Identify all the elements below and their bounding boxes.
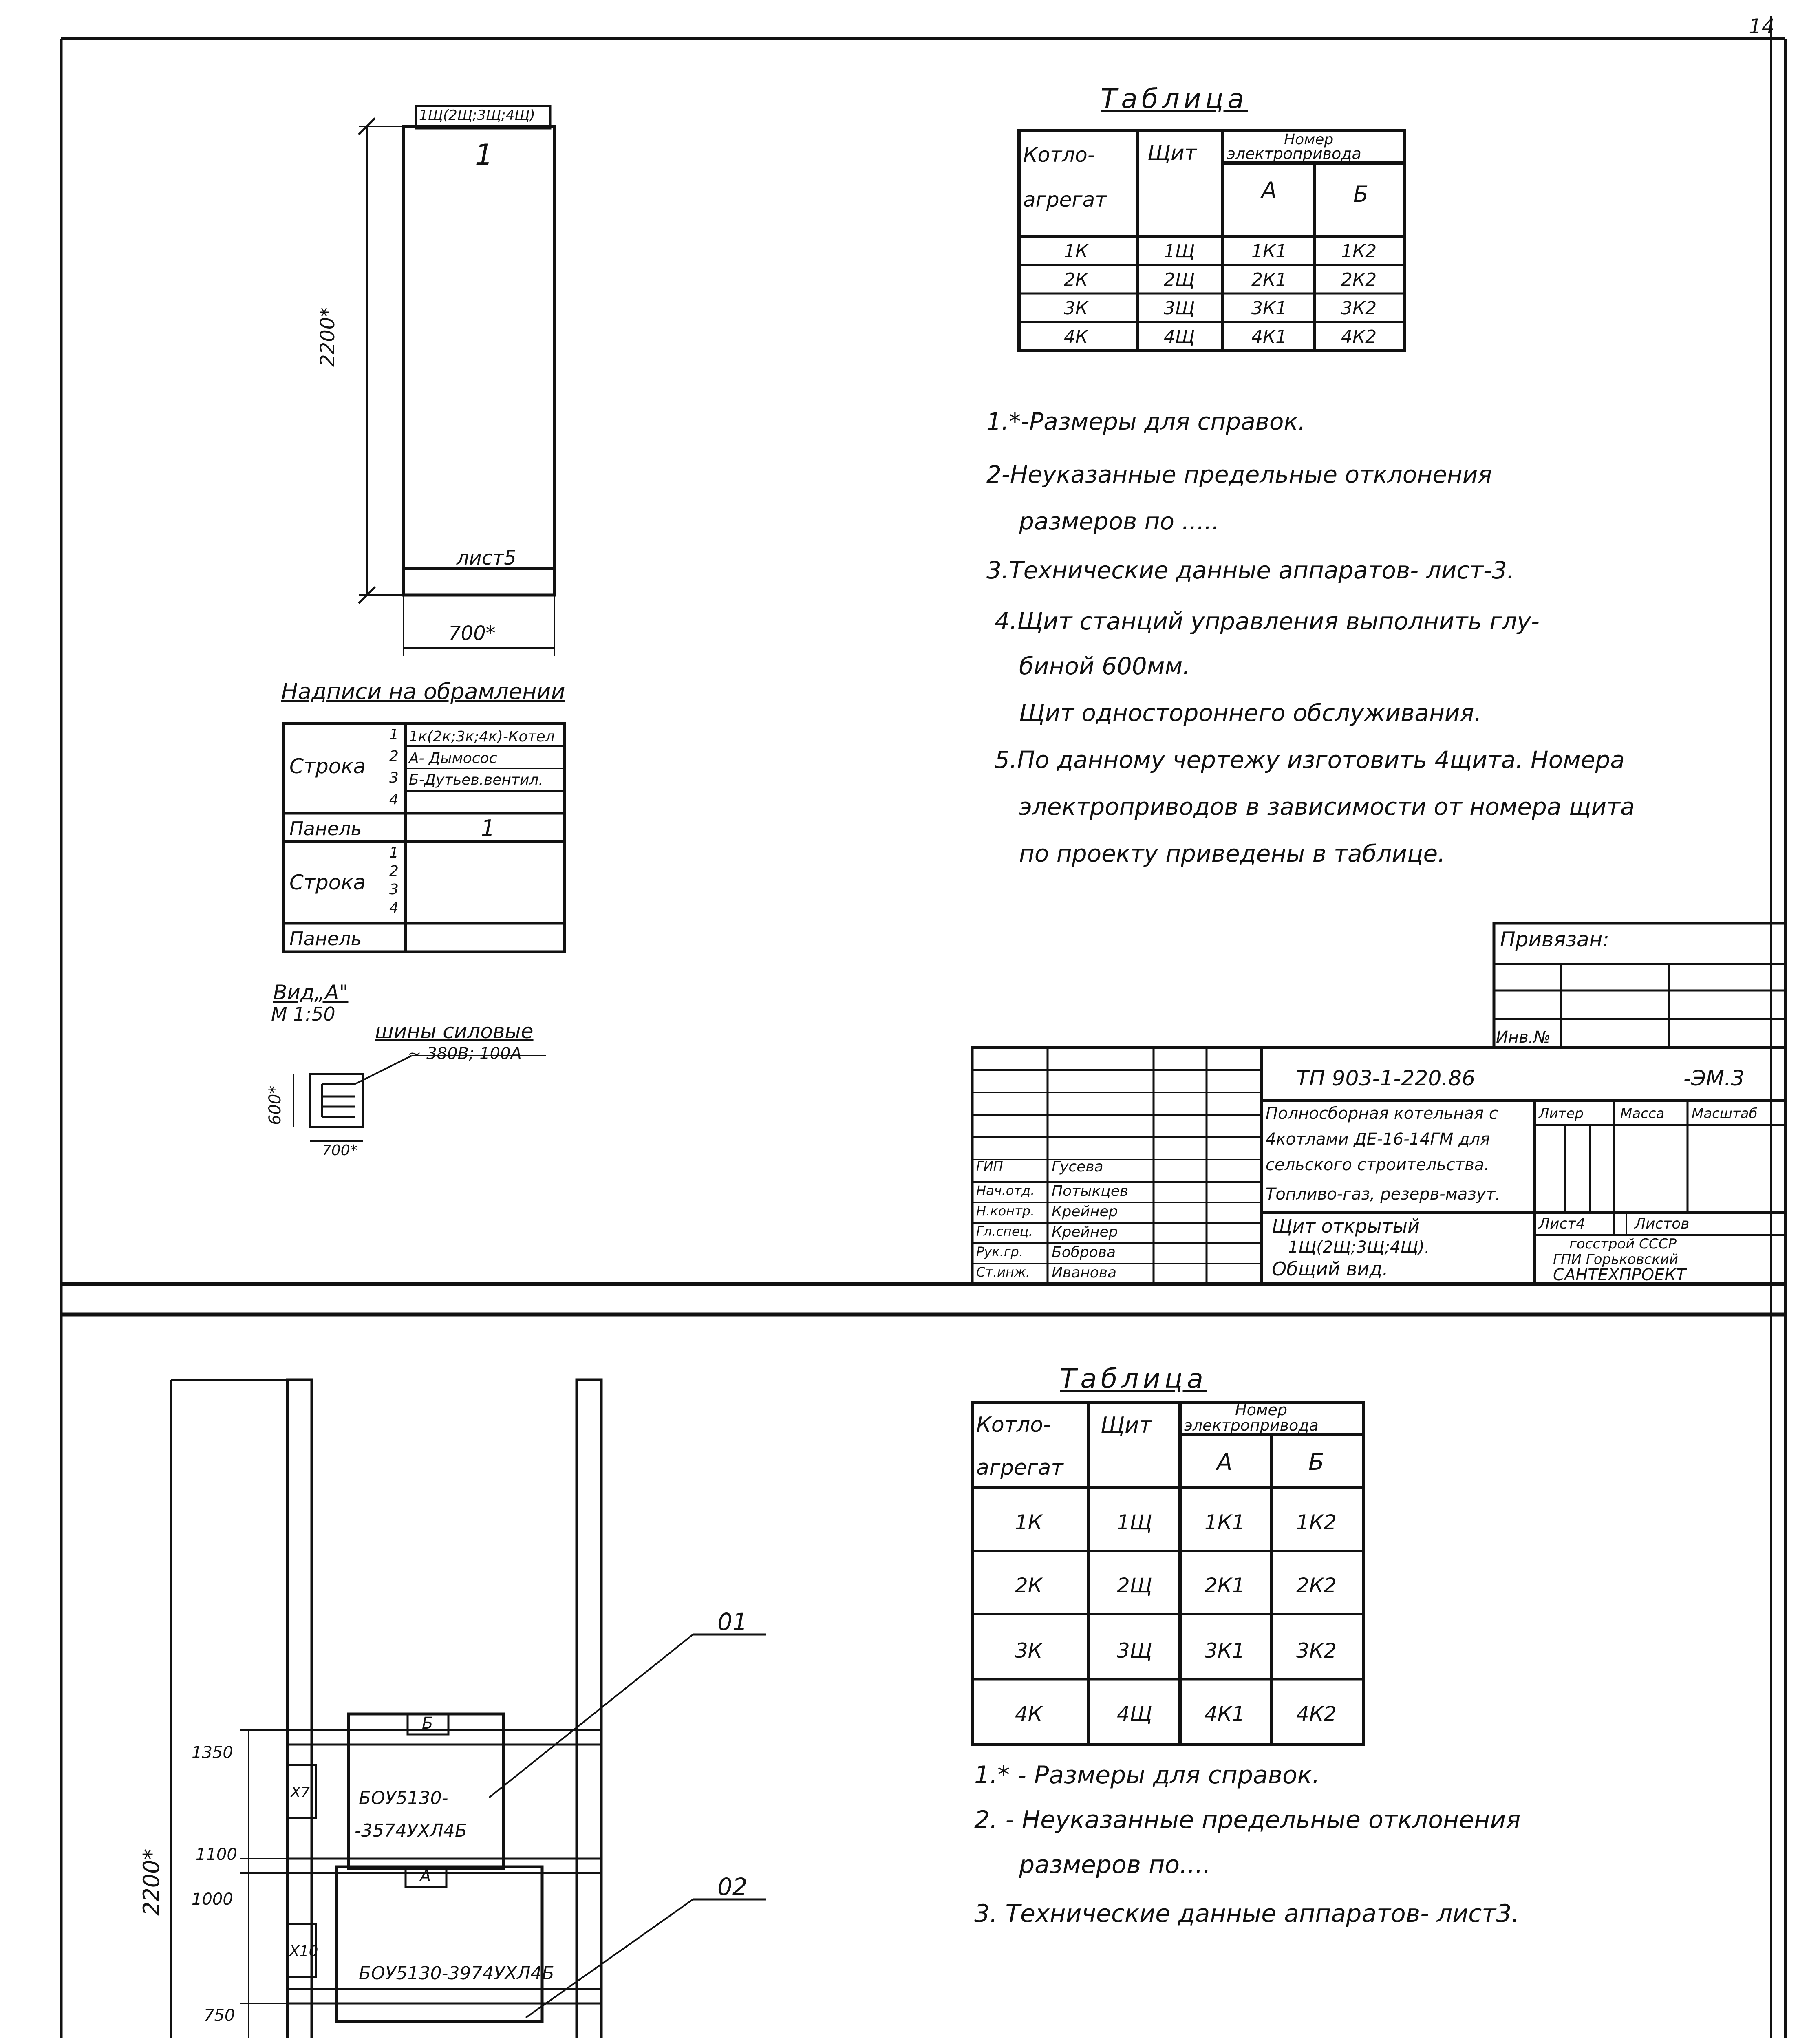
page-number: 14 [1749, 15, 1775, 38]
note-line: 5.По данному чертежу изготовить 4щита. Номера [995, 746, 1625, 774]
top-table-cell: 3Щ [1164, 298, 1195, 319]
top-table-cell: 1К [1064, 241, 1088, 262]
top-sheet-label: Лист4 [1539, 1215, 1586, 1232]
bottom-table-cell: 2К [1015, 1574, 1043, 1597]
block2-tag: А [420, 1867, 431, 1886]
bottom-table-cell: 4К2 [1296, 1702, 1337, 1726]
bottom-table-cell: 3К1 [1205, 1639, 1245, 1663]
bottom-table-header: электропривода [1184, 1416, 1319, 1434]
note-line: 1.* - Размеры для справок. [974, 1761, 1320, 1789]
bottom-table-cell: 4Щ [1117, 1702, 1152, 1726]
cabinet-header-label: 1Щ(2Щ;3Щ;4Щ) [419, 107, 535, 124]
bottom-table-cell: 1Щ [1117, 1511, 1152, 1534]
top-col-header: Масса [1620, 1105, 1665, 1122]
inscriptions-title: Надписи на обрамлении [281, 679, 565, 704]
view-a-bus-label: шины силовые [375, 1019, 534, 1043]
note-line: по проекту приведены в таблице. [1019, 840, 1445, 867]
top-org: САНТЕХПРОЕКТ [1553, 1266, 1686, 1284]
inscriptions-row2-num: 1 [389, 845, 399, 861]
top-role: ГИП [976, 1158, 1003, 1174]
bottom-table-cell: 3Щ [1117, 1639, 1152, 1663]
top-table-cell: 3К1 [1251, 298, 1287, 319]
note-line: 4.Щит станций управления выполнить глу- [995, 607, 1540, 635]
inscriptions-row1-num: 2 [389, 748, 399, 765]
bottom-height-dim: 2200* [139, 1848, 164, 1916]
bottom-table-cell: 1К [1015, 1511, 1043, 1534]
bottom-table-header: Б [1308, 1449, 1324, 1476]
top-description: сельского строительства. [1266, 1156, 1489, 1174]
bottom-height-label: 750 [204, 2006, 235, 2025]
note-line: 3. Технические данные аппаратов- лист3. [974, 1899, 1520, 1928]
top-table-cell: 2К2 [1341, 269, 1377, 290]
inscriptions-row1-text: 1к(2к;3к;4к)-Котел [409, 728, 555, 745]
top-drawing-name: Общий вид. [1272, 1258, 1388, 1280]
top-name: Иванова [1052, 1264, 1117, 1281]
top-table-header: Б [1353, 181, 1369, 207]
bottom-table-cell: 2К1 [1205, 1574, 1245, 1597]
top-role: Н.контр. [976, 1203, 1035, 1219]
top-table-cell: 1Щ [1164, 241, 1195, 262]
inscriptions-panel1-value: 1 [481, 815, 495, 841]
block2-label: БОУ5130-3974УХЛ4Б [359, 1963, 554, 1984]
top-table-cell: 4К2 [1341, 326, 1377, 347]
x7-label: Х7 [291, 1784, 310, 1801]
top-role: Нач.отд. [976, 1183, 1035, 1198]
cabinet-height-dim: 2200* [316, 307, 339, 367]
top-sheets-label: Листов [1635, 1215, 1690, 1232]
block1-tag: Б [422, 1714, 433, 1733]
top-table-cell: 4К [1064, 326, 1088, 347]
top-col-header: Масштаб [1692, 1105, 1758, 1122]
bottom-table-cell: 2К2 [1296, 1574, 1337, 1597]
note-line: 2. - Неуказанные предельные отклонения [974, 1806, 1521, 1834]
top-role: Рук.гр. [976, 1244, 1024, 1259]
top-table-header: агрегат [1023, 188, 1107, 212]
top-table-header: Котло- [1023, 143, 1095, 167]
top-role: Гл.спец. [976, 1224, 1033, 1239]
top-table-cell: 2Щ [1164, 269, 1195, 290]
top-description: Топливо-газ, резерв-мазут. [1266, 1185, 1501, 1204]
top-table-cell: 2К [1064, 269, 1088, 290]
note-line: электроприводов в зависимости от номера щита [1019, 793, 1635, 820]
top-table-title: Таблица [1101, 83, 1248, 115]
top-table-header: Щит [1147, 141, 1197, 165]
inscriptions-row2-num: 4 [389, 900, 399, 916]
top-table-header: Номер [1284, 131, 1334, 148]
view-a-scale: М 1:50 [271, 1003, 335, 1025]
view-a-title: Вид„А" [273, 981, 349, 1004]
inscriptions-panel2-label: Панель [289, 928, 362, 950]
block1-label: БОУ5130- [359, 1788, 448, 1809]
top-sheet-code: -ЭМ.3 [1683, 1066, 1745, 1091]
view-a-height-dim: 600* [266, 1085, 285, 1125]
bottom-table-header: Котло- [976, 1413, 1051, 1437]
top-name: Потыкцев [1052, 1183, 1129, 1200]
top-description: 4котлами ДЕ-16-14ГМ для [1266, 1130, 1490, 1149]
bottom-table-header: Номер [1235, 1401, 1287, 1419]
inscriptions-panel1-label: Панель [289, 818, 362, 840]
top-role: Ст.инж. [976, 1264, 1030, 1280]
inscriptions-row1-label: Строка [289, 754, 366, 778]
top-table-cell: 3К [1064, 298, 1088, 319]
top-table-cell: 1К1 [1251, 241, 1287, 262]
top-table-header: А [1262, 177, 1277, 203]
top-org: ГПИ Горьковский [1553, 1251, 1678, 1268]
note-line: Щит одностороннего обслуживания. [1019, 699, 1482, 727]
bottom-table-cell: 3К2 [1296, 1639, 1337, 1663]
top-table-header: электропривода [1227, 145, 1361, 163]
bottom-table-header: агрегат [976, 1456, 1063, 1480]
inscriptions-row1-text: Б-Дутьев.вентил. [409, 772, 543, 788]
x10-label: Х10 [289, 1943, 318, 1960]
note-line: 1.*-Размеры для справок. [986, 408, 1306, 435]
inscriptions-row1-text: А- Дымосос [409, 750, 497, 767]
bottom-table-cell: 4К1 [1205, 1702, 1245, 1726]
top-drawing-name: Щит открытый [1272, 1215, 1420, 1237]
top-table-cell: 4К1 [1251, 326, 1287, 347]
bottom-table-header: Щит [1101, 1412, 1152, 1438]
callout-01: 01 [717, 1608, 748, 1636]
inscriptions-row1-num: 4 [389, 791, 399, 808]
view-a-bus-spec: ~ 380В; 100А [408, 1044, 522, 1063]
note-line: размеров по.... [1019, 1851, 1211, 1879]
bottom-table-title: Таблица [1060, 1363, 1207, 1394]
bottom-height-label: 1100 [196, 1845, 237, 1864]
top-table-cell: 1К2 [1341, 241, 1377, 262]
inscriptions-row1-num: 1 [389, 726, 399, 743]
inscriptions-row1-num: 3 [389, 770, 399, 786]
bottom-table-cell: 3К [1015, 1639, 1043, 1663]
bottom-table-cell: 1К1 [1205, 1511, 1245, 1534]
bottom-height-label: 1000 [192, 1890, 233, 1909]
top-org: госстрой СССР [1569, 1236, 1677, 1252]
top-doc-code: ТП 903-1-220.86 [1296, 1066, 1476, 1091]
cabinet-sheet-label: лист5 [457, 547, 516, 569]
top-col-header: Литер [1539, 1105, 1584, 1122]
bottom-table-cell: 2Щ [1117, 1574, 1152, 1597]
note-line: размеров по ..... [1019, 507, 1220, 535]
top-binding-label: Привязан: [1500, 928, 1610, 951]
top-name: Крейнер [1052, 1224, 1118, 1240]
bottom-height-label: 1350 [192, 1743, 233, 1762]
top-name: Гусева [1052, 1158, 1103, 1175]
top-table-cell: 2К1 [1251, 269, 1287, 290]
top-drawing-name: 1Щ(2Щ;3Щ;4Щ). [1288, 1238, 1430, 1257]
top-table-cell: 4Щ [1164, 326, 1195, 347]
cabinet-width-dim: 700* [448, 622, 496, 645]
inscriptions-row2-num: 2 [389, 863, 399, 880]
inscriptions-row2-num: 3 [389, 881, 399, 898]
top-name: Боброва [1052, 1244, 1116, 1261]
top-binding-inv: Инв.№ [1496, 1028, 1551, 1047]
top-description: Полносборная котельная с [1266, 1104, 1498, 1123]
bottom-table-cell: 1К2 [1296, 1511, 1337, 1534]
note-line: биной 600мм. [1019, 652, 1190, 680]
note-line: 3.Технические данные аппаратов- лист-3. [986, 556, 1515, 584]
cabinet-number: 1 [475, 138, 493, 172]
note-line: 2-Неуказанные предельные отклонения [986, 461, 1492, 488]
callout-02: 02 [717, 1873, 748, 1901]
top-name: Крейнер [1052, 1203, 1118, 1220]
bottom-table-cell: 4К [1015, 1702, 1043, 1726]
inscriptions-row2-label: Строка [289, 871, 366, 894]
top-table-cell: 3К2 [1341, 298, 1377, 319]
block1-label: -3574УХЛ4Б [355, 1820, 468, 1841]
view-a-width-dim: 700* [322, 1142, 357, 1159]
bottom-table-header: А [1217, 1449, 1233, 1476]
